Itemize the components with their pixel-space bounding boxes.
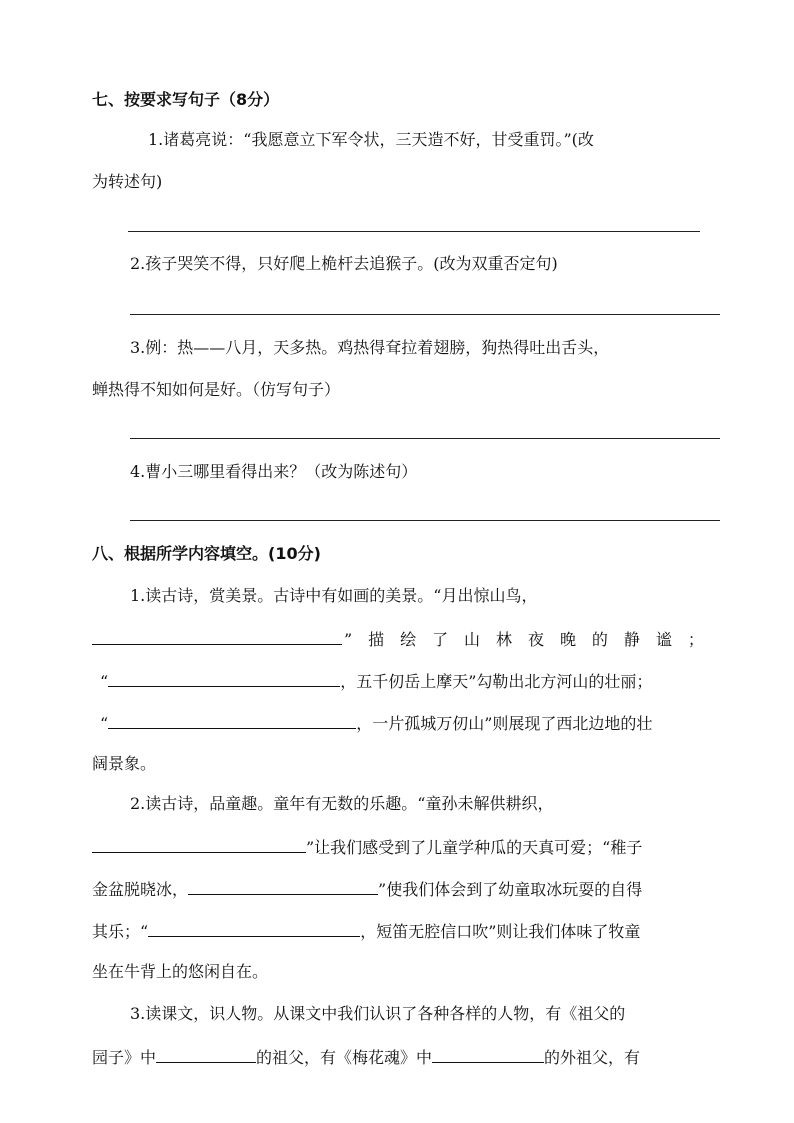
question-8-1-line-3 [100,668,652,694]
fill-blank-8-1-b[interactable] [108,668,340,687]
question-8-2-line-2-text: ”让我们感受到了儿童学种瓜的天真可爱；“稚子 [306,838,643,857]
question-8-2-line-3 [92,876,642,902]
char: 了 [432,630,449,649]
char: ； [687,630,704,649]
question-8-3-line-2 [92,1044,640,1070]
open-quote: “ [100,714,109,733]
question-7-1-line-2: 为转述句) [92,172,163,191]
char: 绘 [400,630,417,649]
question-8-1-line-2 [92,626,704,652]
question-8-1-line-3-text: ，五千仞岳上摩天”勾勒出北方河山的壮丽； [340,672,653,691]
question-8-1-line-5: 阔景象。 [92,754,157,773]
question-8-1-line-2-text [344,628,704,652]
question-8-2-line-5: 坐在牛背上的悠闲自在。 [92,962,269,981]
question-7-3-line-2: 蝉热得不知如何是好。（仿写句子） [92,380,341,399]
question-8-2-line-3-start: 金盆脱晓冰， [92,880,189,899]
fill-blank-8-3-a[interactable] [156,1044,256,1063]
fill-blank-8-1-a[interactable] [92,626,342,645]
question-7-3-line-1: 3.例：热——八月，天多热。鸡热得耷拉着翅膀，狗热得吐出舌头， [130,338,610,357]
char: 山 [464,630,481,649]
answer-line-7-4[interactable] [130,520,720,521]
fill-blank-8-3-b[interactable] [432,1044,544,1063]
char: 静 [623,630,640,649]
char: 的 [591,630,608,649]
char: 描 [368,630,385,649]
question-8-1-line-4 [100,710,652,736]
question-8-2-line-2 [92,834,642,860]
question-8-3-line-2-a: 园子》中 [92,1048,157,1067]
question-8-3-line-1: 3.读课文，识人物。从课文中我们认识了各种各样的人物，有《祖父的 [130,1004,626,1023]
question-8-3-line-2-c: 的外祖父，有 [544,1048,641,1067]
char: 夜 [527,630,544,649]
fill-blank-8-1-c[interactable] [108,710,356,729]
question-8-2-line-4-start: 其乐；“ [92,922,149,941]
question-7-4: 4.曹小三哪里看得出来？（改为陈述句） [130,462,418,481]
fill-blank-8-2-b[interactable] [188,876,378,895]
char: 晚 [559,630,576,649]
question-8-3-line-2-b: 的祖父，有《梅花魂》中 [256,1048,433,1067]
answer-line-7-1[interactable] [128,231,700,232]
fill-blank-8-2-a[interactable] [92,834,306,853]
question-8-2-line-4-text: ，短笛无腔信口吹”则让我们体味了牧童 [360,922,641,941]
question-7-2: 2.孩子哭笑不得，只好爬上桅杆去追猴子。(改为双重否定句) [130,254,558,273]
question-7-1-line-1: 1.诸葛亮说：“我愿意立下军令状，三天造不好，甘受重罚。”(改 [148,130,594,149]
question-8-2-line-1: 2.读古诗，品童趣。童年有无数的乐趣。“童孙未解供耕织， [130,794,554,813]
question-8-2-line-3-text: ”使我们体会到了幼童取冰玩耍的自得 [378,880,643,899]
section-8-title: 八、根据所学内容填空。(10分) [92,544,321,563]
question-8-2-line-4 [92,918,640,944]
char: 谧 [655,630,672,649]
fill-blank-8-2-c[interactable] [148,918,360,937]
section-7-title: 七、按要求写句子（8分） [92,90,280,109]
question-8-1-line-4-text: ，一片孤城万仞山”则展现了西北边地的壮 [356,714,653,733]
char: 林 [496,630,513,649]
char: ” [344,630,353,649]
question-8-1-line-1: 1.读古诗，赏美景。古诗中有如画的美景。“月出惊山鸟， [130,586,538,605]
open-quote: “ [100,672,109,691]
answer-line-7-2[interactable] [130,314,720,315]
answer-line-7-3[interactable] [130,438,720,439]
